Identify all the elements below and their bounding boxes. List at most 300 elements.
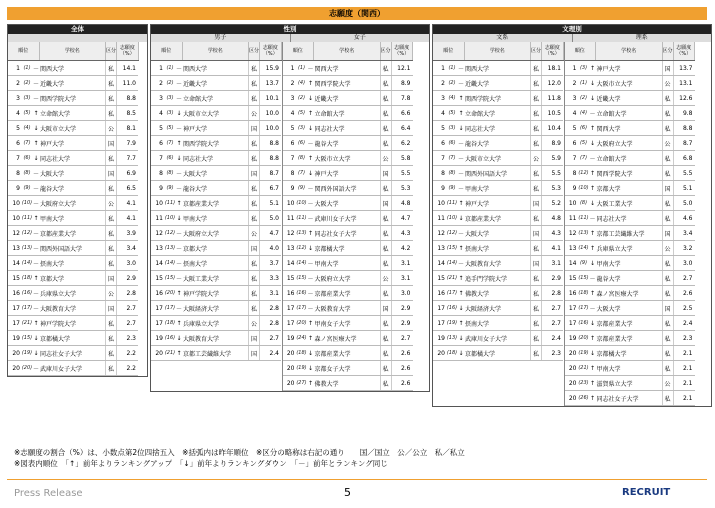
prev-rank: (21) [21, 316, 33, 331]
rank: 1 [283, 61, 296, 76]
category: 私 [531, 61, 542, 76]
table-row [565, 166, 695, 181]
rank: 10 [8, 196, 21, 211]
school-name: 京都産業大学 [182, 196, 249, 211]
category: 私 [106, 346, 117, 361]
rank: 5 [151, 121, 164, 136]
category: 私 [662, 271, 673, 286]
trend-arrow: ↓ [458, 301, 464, 316]
table-row [565, 61, 695, 76]
percentage: 8.5 [117, 106, 139, 121]
rank: 6 [433, 136, 446, 151]
category: 私 [531, 316, 542, 331]
category: 私 [531, 286, 542, 301]
school-name: 近畿大学 [182, 76, 249, 91]
percentage: 8.8 [117, 91, 139, 106]
rank: 16 [151, 286, 164, 301]
category: 公 [662, 241, 673, 256]
category: 私 [531, 166, 542, 181]
school-name: 大阪府立大学 [39, 196, 106, 211]
category: 公 [106, 196, 117, 211]
percentage: 4.8 [391, 196, 413, 211]
category: 私 [531, 331, 542, 346]
category: 私 [531, 76, 542, 91]
category: 国 [380, 166, 391, 181]
trend-arrow: ↓ [308, 91, 314, 106]
percentage: 4.6 [673, 211, 695, 226]
col-header-rank: 順位 [8, 42, 39, 61]
prev-rank: (12) [578, 166, 590, 181]
percentage: 2.2 [117, 346, 139, 361]
percentage: 4.7 [391, 211, 413, 226]
trend-arrow: － [590, 211, 596, 226]
col-header-rank: 順位 [151, 42, 182, 61]
col-header-rank: 順位 [433, 42, 464, 61]
trend-arrow: ↑ [176, 286, 182, 301]
table-row [8, 136, 138, 151]
school-name: 大阪市立大学 [464, 151, 531, 166]
trend-arrow: － [33, 241, 39, 256]
table-row [8, 181, 138, 196]
category: 公 [106, 121, 117, 136]
school-name: 同志社女子大学 [596, 391, 663, 406]
trend-arrow: － [176, 181, 182, 196]
trend-arrow: ↑ [33, 136, 39, 151]
percentage: 13.7 [260, 76, 282, 91]
trend-arrow: － [33, 166, 39, 181]
trend-arrow: ↑ [458, 91, 464, 106]
rank: 19 [565, 331, 578, 346]
prev-rank: (6) [296, 136, 308, 151]
percentage: 4.0 [260, 241, 282, 256]
category: 私 [531, 181, 542, 196]
percentage: 3.1 [391, 271, 413, 286]
trend-arrow: ↓ [33, 331, 39, 346]
rank: 16 [283, 286, 296, 301]
col-header-type: 区分 [531, 42, 542, 61]
school-name: 神戸学院大学 [39, 316, 106, 331]
category: 私 [662, 151, 673, 166]
rank: 14 [565, 256, 578, 271]
prev-rank: (12) [164, 226, 176, 241]
percentage: 12.6 [673, 91, 695, 106]
trend-arrow: ↑ [458, 106, 464, 121]
prev-rank: (13) [578, 226, 590, 241]
rikei-table [565, 42, 696, 406]
category: 私 [249, 301, 260, 316]
rank: 19 [151, 331, 164, 346]
trend-arrow: ↓ [590, 136, 596, 151]
prev-rank: (15) [578, 271, 590, 286]
prev-rank: (9) [164, 181, 176, 196]
percentage: 5.9 [542, 151, 564, 166]
table-row [433, 256, 563, 271]
percentage: 8.1 [117, 121, 139, 136]
prev-rank: (7) [21, 136, 33, 151]
percentage: 11.8 [542, 91, 564, 106]
prev-rank: (14) [296, 256, 308, 271]
female-header: 女子 [291, 34, 430, 42]
category: 私 [380, 91, 391, 106]
trend-arrow: ↓ [308, 361, 314, 376]
percentage: 11.0 [117, 76, 139, 91]
category: 私 [106, 91, 117, 106]
rank: 20 [283, 346, 296, 361]
table-row [433, 166, 563, 181]
prev-rank: (13) [21, 241, 33, 256]
rank: 17 [151, 316, 164, 331]
rank: 5 [433, 121, 446, 136]
trend-arrow: － [33, 181, 39, 196]
trend-arrow: － [176, 121, 182, 136]
rank: 15 [283, 271, 296, 286]
school-name: 近畿大学 [596, 91, 663, 106]
rank: 17 [565, 301, 578, 316]
trend-arrow: － [458, 181, 464, 196]
table-row [283, 151, 413, 166]
trend-arrow: － [33, 226, 39, 241]
school-name: 甲南大学 [182, 211, 249, 226]
prev-rank: (20) [164, 286, 176, 301]
school-name: 京都産業大学 [39, 226, 106, 241]
prev-rank: (6) [21, 151, 33, 166]
school-name: 龍谷大学 [182, 181, 249, 196]
trend-arrow: － [308, 136, 314, 151]
prev-rank: (11) [296, 211, 308, 226]
percentage: 2.9 [117, 271, 139, 286]
category: 国 [106, 166, 117, 181]
rank: 3 [151, 91, 164, 106]
prev-rank: (3) [296, 121, 308, 136]
rank: 9 [151, 181, 164, 196]
rank: 6 [283, 136, 296, 151]
category: 私 [662, 196, 673, 211]
bunkei-table [433, 42, 565, 406]
gender-header: 性別 [151, 25, 429, 34]
trend-arrow: ↓ [590, 196, 596, 211]
trend-arrow: － [308, 286, 314, 301]
category: 私 [662, 391, 673, 406]
table-row [151, 121, 281, 136]
school-name: 同志社大学 [314, 121, 381, 136]
table-row [433, 61, 563, 76]
trend-arrow: ↑ [590, 166, 596, 181]
trend-arrow: ↑ [590, 376, 596, 391]
percentage: 18.1 [542, 61, 564, 76]
table-row [8, 286, 138, 301]
prev-rank: (11) [446, 196, 458, 211]
table-row [565, 196, 695, 211]
school-name: 関西学院大学 [182, 136, 249, 151]
category: 私 [380, 61, 391, 76]
table-row [433, 181, 563, 196]
table-row [565, 286, 695, 301]
prev-rank: (15) [446, 241, 458, 256]
prev-rank: (9) [21, 181, 33, 196]
trend-arrow: ↑ [590, 391, 596, 406]
rank: 10 [283, 196, 296, 211]
table-row [565, 391, 695, 406]
prev-rank: (23) [578, 376, 590, 391]
prev-rank: (8) [21, 166, 33, 181]
table-row [283, 136, 413, 151]
category: 私 [380, 226, 391, 241]
prev-rank: (5) [21, 106, 33, 121]
male-table [151, 42, 283, 391]
school-name: 大阪経済大学 [464, 301, 531, 316]
table-row [8, 346, 138, 361]
school-name: 大阪市立大学 [314, 151, 381, 166]
trend-arrow: ↑ [308, 331, 314, 346]
table-row [8, 331, 138, 346]
prev-rank: (3) [164, 106, 176, 121]
rank: 8 [433, 166, 446, 181]
rank: 12 [433, 226, 446, 241]
table-row [565, 121, 695, 136]
percentage: 5.8 [391, 151, 413, 166]
rank: 17 [8, 316, 21, 331]
rank: 9 [8, 181, 21, 196]
trend-arrow: － [33, 91, 39, 106]
prev-rank: (16) [296, 286, 308, 301]
rank: 1 [565, 61, 578, 76]
percentage: 5.5 [542, 166, 564, 181]
trend-arrow: ↑ [590, 121, 596, 136]
school-name: 神戸学院大学 [182, 286, 249, 301]
rank: 20 [8, 361, 21, 376]
rank: 13 [151, 241, 164, 256]
trend-arrow: ↑ [176, 316, 182, 331]
trend-arrow: ↑ [308, 376, 314, 391]
rank: 20 [565, 361, 578, 376]
table-row [8, 91, 138, 106]
school-name: 大阪大学 [182, 166, 249, 181]
category: 国 [531, 226, 542, 241]
trend-arrow: ↓ [176, 211, 182, 226]
prev-rank: (9) [446, 181, 458, 196]
school-name: 神戸大学 [464, 196, 531, 211]
col-header-pct: 志願度（%） [673, 42, 695, 61]
school-name: 近畿大学 [314, 91, 381, 106]
table-row [151, 166, 281, 181]
trend-arrow: ↓ [308, 346, 314, 361]
category: 私 [380, 181, 391, 196]
trend-arrow: ↓ [308, 241, 314, 256]
category: 私 [106, 361, 117, 376]
table-row [8, 106, 138, 121]
rank: 5 [283, 121, 296, 136]
table-row [283, 61, 413, 76]
category: 私 [106, 106, 117, 121]
school-name: 京都産業大学 [314, 346, 381, 361]
school-name: 関西大学 [182, 61, 249, 76]
percentage: 6.7 [260, 181, 282, 196]
category: 私 [531, 346, 542, 361]
school-name: 甲南大学 [464, 181, 531, 196]
prev-rank: (21) [164, 346, 176, 361]
trend-arrow: － [458, 166, 464, 181]
trend-arrow: ↑ [590, 61, 596, 76]
percentage: 4.3 [391, 226, 413, 241]
category: 私 [662, 256, 673, 271]
table-row [151, 211, 281, 226]
category: 私 [249, 136, 260, 151]
category: 私 [380, 286, 391, 301]
table-row [433, 271, 563, 286]
rank: 16 [8, 286, 21, 301]
rank: 9 [283, 181, 296, 196]
prev-rank: (16) [578, 316, 590, 331]
rank: 11 [433, 211, 446, 226]
school-name: 同志社大学 [182, 151, 249, 166]
trend-arrow: － [308, 181, 314, 196]
rank: 2 [8, 76, 21, 91]
percentage: 2.7 [260, 331, 282, 346]
prev-rank: (16) [164, 331, 176, 346]
rank: 19 [283, 331, 296, 346]
table-row [283, 316, 413, 331]
prev-rank: (1) [164, 61, 176, 76]
trend-arrow: － [176, 166, 182, 181]
female-ranking-table [283, 42, 414, 391]
category: 私 [106, 256, 117, 271]
rank: 10 [565, 196, 578, 211]
table-row [8, 61, 138, 76]
rank: 2 [283, 76, 296, 91]
percentage: 4.7 [260, 226, 282, 241]
prev-rank: (12) [446, 226, 458, 241]
rank: 20 [283, 361, 296, 376]
table-row [433, 91, 563, 106]
rank: 17 [565, 316, 578, 331]
category: 私 [249, 151, 260, 166]
rank: 2 [151, 76, 164, 91]
table-row [565, 106, 695, 121]
prev-rank: (9) [578, 256, 590, 271]
category: 公 [380, 151, 391, 166]
rank: 12 [283, 226, 296, 241]
school-name: 森ノ宮医療大学 [314, 331, 381, 346]
school-name: 関西学院大学 [39, 91, 106, 106]
trend-arrow: － [308, 301, 314, 316]
rank: 6 [151, 136, 164, 151]
school-name: 甲南大学 [596, 361, 663, 376]
col-header-pct: 志願度（%） [542, 42, 564, 61]
school-name: 大阪工業大学 [596, 196, 663, 211]
table-row [433, 106, 563, 121]
trend-arrow: ↑ [308, 226, 314, 241]
trend-arrow: ↓ [590, 316, 596, 331]
percentage: 2.6 [673, 286, 695, 301]
rank: 19 [8, 331, 21, 346]
category: 国 [249, 166, 260, 181]
rank: 1 [151, 61, 164, 76]
category: 国 [662, 61, 673, 76]
rank: 16 [565, 286, 578, 301]
prev-rank: (4) [446, 91, 458, 106]
prev-rank: (7) [164, 136, 176, 151]
trend-arrow: － [590, 301, 596, 316]
category: 私 [249, 286, 260, 301]
table-row [8, 166, 138, 181]
trend-arrow: ↑ [590, 226, 596, 241]
rank: 8 [8, 166, 21, 181]
school-name: 関西外国語大学 [464, 166, 531, 181]
category: 公 [249, 316, 260, 331]
percentage: 2.7 [117, 316, 139, 331]
percentage: 2.7 [117, 301, 139, 316]
male-ranking-table [151, 42, 282, 361]
school-name: 森ノ宮医療大学 [596, 286, 663, 301]
table-row [151, 181, 281, 196]
rank: 3 [283, 91, 296, 106]
school-name: 京都工芸繊維大学 [596, 226, 663, 241]
col-header-rank: 順位 [283, 42, 314, 61]
overall-ranking-table [8, 42, 139, 376]
percentage: 2.4 [673, 316, 695, 331]
category: 私 [662, 166, 673, 181]
percentage: 3.1 [391, 256, 413, 271]
prev-rank: (21) [578, 361, 590, 376]
prev-rank: (24) [296, 331, 308, 346]
category: 私 [380, 241, 391, 256]
school-name: 武庫川女子大学 [39, 361, 106, 376]
table-row [151, 346, 281, 361]
trend-arrow: － [458, 256, 464, 271]
table-row [151, 286, 281, 301]
prev-rank: (11) [578, 211, 590, 226]
prev-rank: (4) [578, 106, 590, 121]
category: 私 [249, 256, 260, 271]
bunkei-header: 文系 [433, 34, 573, 42]
percentage: 5.5 [391, 166, 413, 181]
table-row [565, 76, 695, 91]
trend-arrow: ↑ [33, 316, 39, 331]
prev-rank: (15) [164, 271, 176, 286]
school-name: 同志社女子大学 [39, 346, 106, 361]
rank: 4 [283, 106, 296, 121]
table-row [8, 241, 138, 256]
overall-header: 全体 [8, 25, 147, 34]
trend-arrow: ↓ [176, 106, 182, 121]
prev-rank: (16) [446, 301, 458, 316]
category: 私 [380, 106, 391, 121]
school-name: 大阪大学 [596, 301, 663, 316]
school-name: 大阪教育大学 [182, 331, 249, 346]
table-row [8, 256, 138, 271]
category: 私 [106, 211, 117, 226]
category: 国 [380, 301, 391, 316]
rank: 10 [433, 196, 446, 211]
table-row [565, 361, 695, 376]
category: 私 [380, 256, 391, 271]
school-name: 関西学院大学 [314, 76, 381, 91]
trend-arrow: ↑ [590, 331, 596, 346]
school-name: 佛教大学 [314, 376, 381, 391]
prev-rank: (19) [296, 361, 308, 376]
rank: 20 [283, 376, 296, 391]
trend-arrow: ↓ [458, 331, 464, 346]
rank: 20 [565, 391, 578, 406]
category: 私 [380, 331, 391, 346]
table-row [433, 241, 563, 256]
school-name: 佛教大学 [464, 286, 531, 301]
table-row [8, 271, 138, 286]
category: 私 [531, 271, 542, 286]
table-row [283, 271, 413, 286]
category: 私 [106, 76, 117, 91]
prev-rank: (13) [296, 226, 308, 241]
